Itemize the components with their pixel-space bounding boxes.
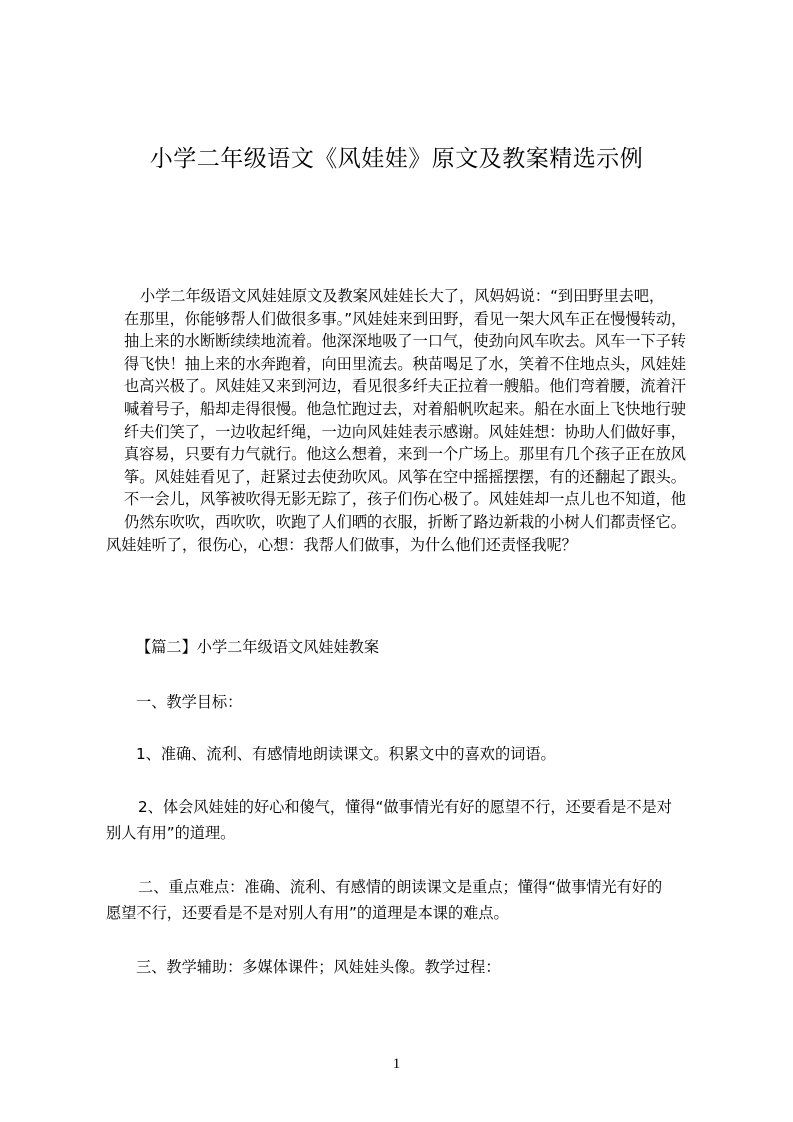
objective-item-2-continued: 别人有用”的道理。 bbox=[106, 824, 236, 842]
objective-heading: 一、教学目标： bbox=[136, 693, 243, 711]
paragraph-line: 真容易，只要有力气就行。他这么想着，来到一个广场上。那里有几个孩子正在放风 bbox=[124, 445, 686, 464]
section-heading: 【篇二】小学二年级语文风娃娃教案 bbox=[136, 638, 379, 656]
paragraph-line: 纤夫们笑了，一边收起纤绳，一边向风娃娃表示感谢。风娃娃想：协助人们做好事， bbox=[124, 422, 686, 441]
paragraph-line: 不一会儿，风筝被吹得无影无踪了，孩子们伤心极了。风娃娃却一点儿也不知道，他 bbox=[124, 490, 686, 509]
objective-item-1: 1、准确、流利、有感情地朗读课文。积累文中的喜欢的词语。 bbox=[136, 745, 556, 763]
paragraph-line: 在那里，你能够帮人们做很多事。”风娃娃来到田野，看见一架大风车正在慢慢转动， bbox=[124, 309, 687, 328]
keypoints-item: 二、重点难点：准确、流利、有感情的朗读课文是重点；懂得“做事情光有好的 bbox=[138, 878, 663, 896]
teaching-aids-item: 三、教学辅助：多媒体课件；风娃娃头像。教学过程： bbox=[136, 958, 501, 976]
paragraph-line: 筝。风娃娃看见了，赶紧过去使劲吹风。风筝在空中摇摇摆摆，有的还翻起了跟头。 bbox=[124, 467, 686, 486]
keypoints-item-continued: 愿望不行，还要看是不是对别人有用”的道理是本课的难点。 bbox=[106, 904, 509, 922]
paragraph-line: 抽上来的水断断续续地流着。他深深地吸了一口气，使劲向风车吹去。风车一下子转 bbox=[124, 332, 686, 351]
page-number: 1 bbox=[392, 1056, 401, 1072]
paragraph-line: 仍然东吹吹，西吹吹，吹跑了人们晒的衣服，折断了路边新栽的小树人们都责怪它。 bbox=[124, 512, 686, 531]
paragraph-line: 小学二年级语文风娃娃原文及教案风娃娃长大了，风妈妈说：“到田野里去吧， bbox=[140, 287, 665, 305]
paragraph-line: 得飞快！抽上来的水奔跑着，向田里流去。秧苗喝足了水，笑着不住地点头，风娃娃 bbox=[124, 354, 686, 373]
paragraph-line: 风娃娃听了，很伤心，心想：我帮人们做事，为什么他们还责怪我呢？ bbox=[106, 535, 577, 554]
objective-item-2: 2、体会风娃娃的好心和傻气，懂得“做事情光有好的愿望不行，还要看是不是对 bbox=[138, 798, 672, 816]
paragraph-line: 喊着号子，船却走得很慢。他急忙跑过去，对着船帆吹起来。船在水面上飞快地行驶 bbox=[124, 399, 686, 418]
story-paragraph bbox=[106, 285, 706, 556]
paragraph-line: 也高兴极了。风娃娃又来到河边，看见很多纤夫正拉着一艘船。他们弯着腰，流着汗 bbox=[124, 377, 686, 396]
document-title: 小学二年级语文《风娃娃》原文及教案精选示例 bbox=[149, 146, 644, 172]
